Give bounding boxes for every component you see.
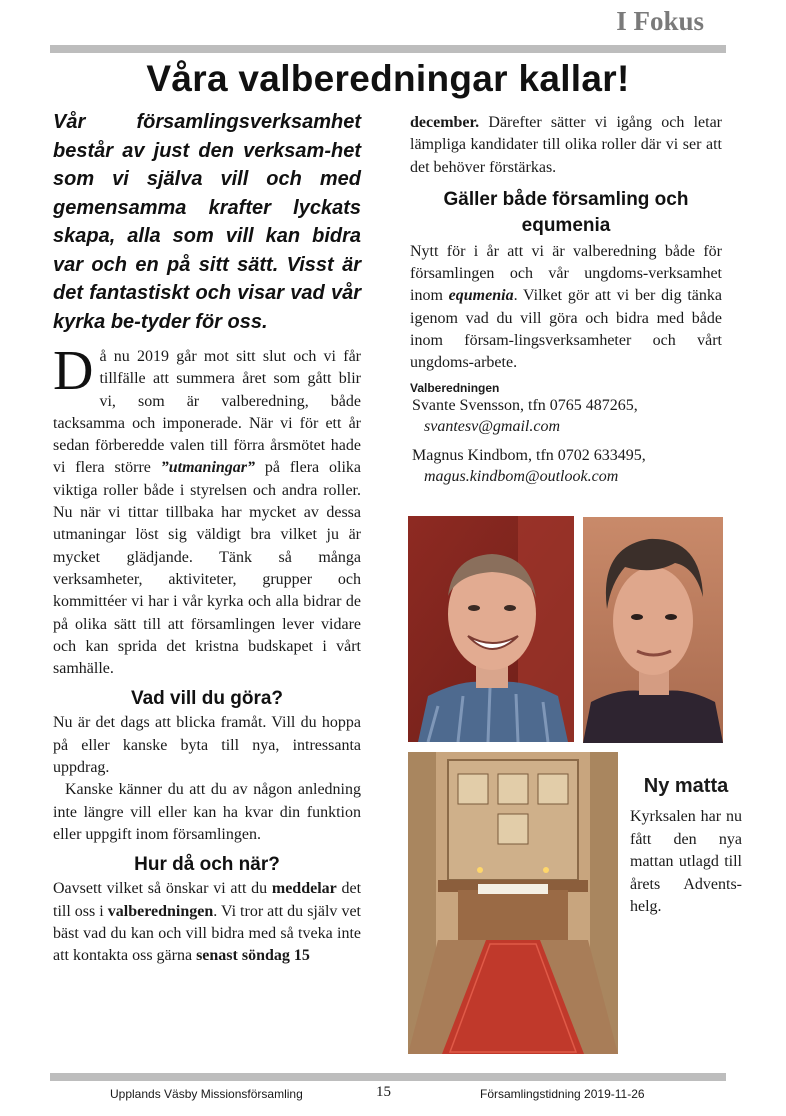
- heading-mat: Ny matta: [643, 775, 729, 797]
- how-text-3: . Vi tror att du själv vet bäst vad du kan och vill bidra med så tveka inte att kontakta oss gärna: [53, 902, 361, 965]
- heading-both: Gäller både församling och equmenia: [443, 188, 689, 236]
- both-text-2: . Vilket gör att vi ber dig tänka igenom vad du vill göra och bidra med både inom försam-lingsverksamheter och vårt ungdoms-arbete.: [410, 287, 723, 372]
- left-column: [53, 108, 361, 967]
- contact-email[interactable]: magus.kindbom@outlook.com: [424, 467, 619, 485]
- what-paragraph-2: Kanske känner du att du av någon anledning inte längre vill eller kan ha kvar din funktion eller uppgift inom församlingen.: [53, 781, 361, 843]
- how-text-1: Oavsett vilket så önskar vi att du: [53, 880, 272, 898]
- contact-name: Magnus Kindbom, tfn 0702 633495,: [412, 446, 646, 464]
- section-tag: I Fokus: [616, 6, 704, 36]
- how-paragraph: [53, 878, 361, 967]
- how-bold-2: valberedningen: [107, 902, 214, 920]
- both-paragraph: [410, 241, 722, 375]
- intro-text-2: på flera olika viktiga roller både i styrelsen och andra roller. Nu när vi tittar tillbaka har mycket av dessa utmaningar löst sig väldigt bra vilket ju är mycket glädjande. Tänk så många verksamheter, aktiviteter, grupper och kommittéer vi har i vår kyrka och alla bidrar de på olika sätt till att församlingen lever vidare och kan sprida det kristna budskapet i vårt samhälle.: [53, 459, 361, 678]
- contact-name: Svante Svensson, tfn 0765 487265,: [412, 396, 638, 414]
- footer-page-number: 15: [376, 1084, 391, 1100]
- footer-organization: Upplands Väsby Missionsförsamling: [110, 1087, 303, 1101]
- intro-paragraph: [53, 340, 361, 680]
- photo-church-carpet: [408, 752, 618, 1054]
- right-column: [410, 112, 722, 488]
- heading-how: Hur då och när?: [134, 854, 280, 876]
- how-text-2: det till oss i: [53, 880, 362, 920]
- how-bold-3: senast söndag 15: [196, 947, 310, 965]
- continuation-text: Därefter sätter vi igång och letar lämpliga kandidater till olika roller där vi ser att det behöver förstärkas.: [410, 114, 722, 176]
- contact-email[interactable]: svantesv@gmail.com: [424, 417, 561, 435]
- page-title: Våra valberedningar kallar!: [146, 58, 630, 99]
- photo-magnus: [583, 517, 723, 743]
- what-paragraph-1: Nu är det dags att blicka framåt. Vill du hoppa på eller kanske byta till nya, intressanta uppdrag.: [53, 714, 361, 777]
- photo-svante: [408, 516, 574, 742]
- continuation-bold: december.: [410, 114, 480, 131]
- intro-text-1: å nu 2019 går mot sitt slut och vi får tillfälle att summera året som gått blir vi, som är valberedning, både tacksamma och imponerade. När vi för ett år sedan förberedde valen till förra årsmötet hade vi flera större: [53, 348, 361, 477]
- how-bold-1: meddelar: [271, 880, 337, 898]
- contact-list: [410, 395, 722, 488]
- bottom-rule: [50, 1073, 726, 1081]
- continuation-paragraph: [410, 112, 722, 179]
- both-text-1: Nytt för i år att vi är valberedning både för församlingen och vår ungdoms-verksamhet inom: [410, 242, 722, 305]
- lead-paragraph: Vår församlingsverksamhet består av just den verksam-het som vi själva vill och med gemensamma krafter lyckats skapa, alla som vill kan bidra var och en på sitt sätt. Visst är det fantastiskt och visar vad vår kyrka be-tyder för oss.: [53, 111, 361, 333]
- signature-label: Valberedningen: [410, 380, 500, 395]
- top-rule: [50, 45, 726, 53]
- both-emphasis: equmenia: [448, 287, 514, 305]
- mat-paragraph: Kyrksalen har nu fått den nya mattan utlagd till årets Advents-helg.: [630, 808, 742, 915]
- drop-cap: D: [53, 340, 94, 402]
- heading-what: Vad vill du göra?: [130, 688, 284, 710]
- footer-publication: Församlingstidning 2019-11-26: [480, 1087, 645, 1101]
- intro-emphasis: ”utmaningar”: [160, 459, 256, 477]
